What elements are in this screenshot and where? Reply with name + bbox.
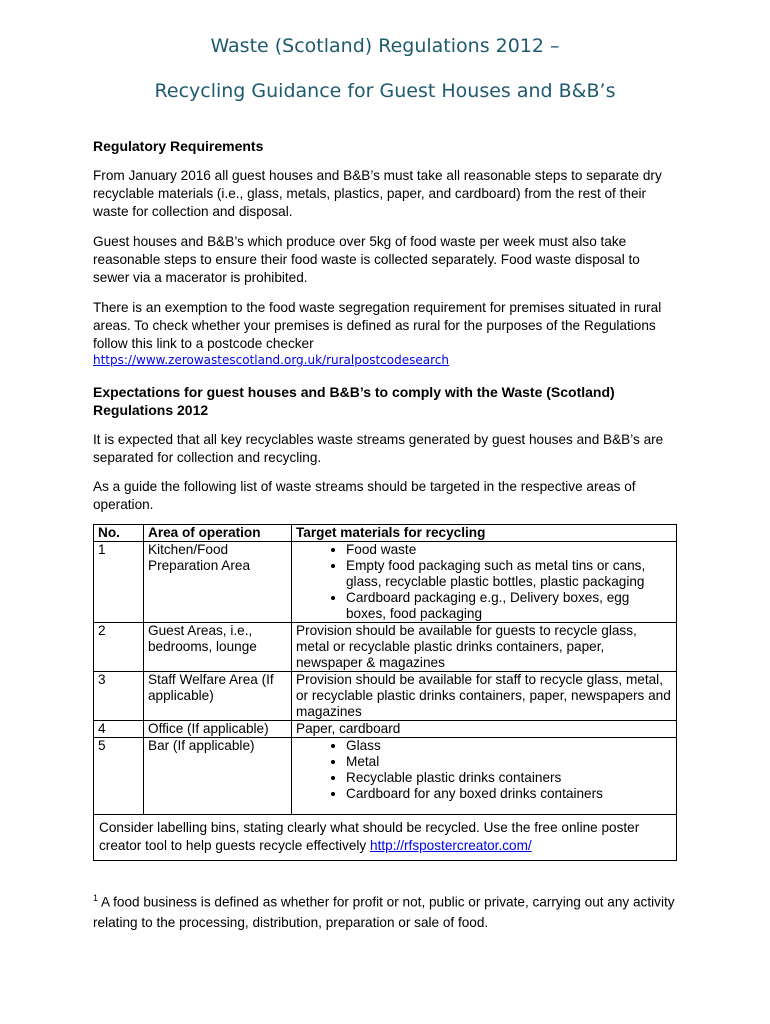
regulatory-paragraph-3: There is an exemption to the food waste segregation requirement for premises situated in rural areas. To check whether your premises is defined as rural for the purposes of the Regulations follow this link to a postcode checker [93, 300, 662, 351]
row-materials [292, 738, 677, 815]
document-subtitle: Recycling Guidance for Guest Houses and B&B’s [154, 80, 616, 102]
header-area: Area of operation [144, 525, 292, 542]
list-item: • Recyclable plastic drinks containers [346, 770, 672, 786]
expectations-heading: Expectations for guest houses and B&B’s to comply with the Waste (Scotland) Regulations 2012 [93, 384, 615, 418]
table-note-row [94, 815, 677, 861]
regulatory-paragraph-1: From January 2016 all guest houses and B&B’s must take all reasonable steps to separate dry recyclable materials (i.e., glass, metals, plastics, paper, and cardboard) from the rest of their waste for collection and disposal. [93, 168, 662, 219]
table-row [94, 623, 677, 672]
list-item: • Cardboard for any boxed drinks containers [346, 786, 672, 802]
list-item: • Cardboard packaging e.g., Delivery boxes, egg boxes, food packaging [346, 590, 672, 622]
row-number: 2 [94, 623, 144, 672]
poster-creator-link[interactable]: http://rfspostercreator.com/ [370, 838, 532, 853]
document-title: Waste (Scotland) Regulations 2012 – [210, 35, 560, 57]
regulatory-paragraph-2: Guest houses and B&B’s which produce over 5kg of food waste per week must also take reasonable steps to ensure their food waste is collected separately. Food waste disposal to sewer via a macerator is prohibited. [93, 234, 640, 285]
row-materials [292, 542, 677, 623]
row-area: Guest Areas, i.e., bedrooms, lounge [144, 623, 292, 672]
header-materials: Target materials for recycling [292, 525, 677, 542]
expectations-paragraph-2: As a guide the following list of waste streams should be targeted in the respective areas of operation. [93, 479, 636, 512]
table-row [94, 672, 677, 721]
row-number: 5 [94, 738, 144, 815]
footnote-marker: 1 [93, 893, 99, 903]
footnote [93, 888, 678, 933]
row-area: Office (If applicable) [144, 721, 292, 738]
row-number: 1 [94, 542, 144, 623]
row-materials: Provision should be available for guests to recycle glass, metal or recyclable plastic drinks containers, paper, newspaper & magazines [292, 623, 677, 672]
regulatory-requirements-heading: Regulatory Requirements [93, 138, 264, 154]
table-row [94, 542, 677, 623]
row-area: Bar (If applicable) [144, 738, 292, 815]
list-item: • Empty food packaging such as metal tins or cans, glass, recyclable plastic bottles, plastic packaging [346, 558, 672, 590]
labelling-note [94, 815, 677, 861]
expectations-paragraph-1: It is expected that all key recyclables waste streams generated by guest houses and B&B’s are separated for collection and recycling. [93, 432, 664, 465]
waste-streams-table [93, 524, 677, 861]
row-number: 3 [94, 672, 144, 721]
note-text: Consider labelling bins, stating clearly what should be recycled. Use the free online poster creator tool to help guests recycle effectively [99, 820, 640, 853]
footnote-text: A food business is defined as whether for profit or not, public or private, carrying out any activity relating to the processing, distribution, preparation or sale of food. [93, 894, 675, 930]
list-item: • Metal [346, 754, 672, 770]
row-materials: Provision should be available for staff to recycle glass, metal, or recyclable plastic drinks containers, paper, newspapers and magazines [292, 672, 677, 721]
postcode-checker-link[interactable]: https://www.zerowastescotland.org.uk/ruralpostcodesearch [93, 353, 449, 367]
list-item: • Glass [346, 738, 672, 754]
table-row [94, 738, 677, 815]
materials-list [296, 542, 672, 622]
row-area: Kitchen/Food Preparation Area [144, 542, 292, 623]
row-materials: Paper, cardboard [292, 721, 677, 738]
row-number: 4 [94, 721, 144, 738]
table-header-row [94, 525, 677, 542]
list-item: • Food waste [346, 542, 672, 558]
materials-list [296, 738, 672, 814]
row-area: Staff Welfare Area (If applicable) [144, 672, 292, 721]
table-row [94, 721, 677, 738]
header-no: No. [94, 525, 144, 542]
